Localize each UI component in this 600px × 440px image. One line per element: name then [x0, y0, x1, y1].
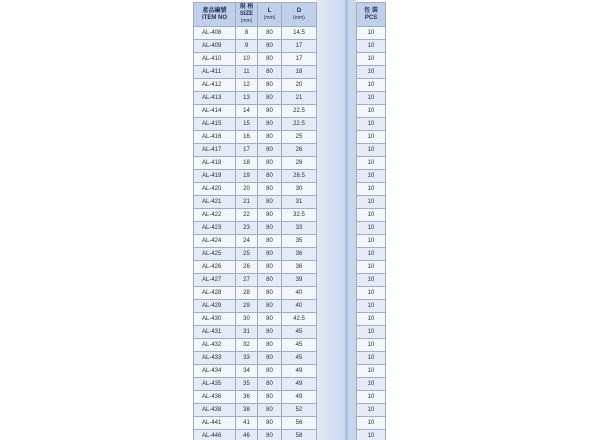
diameter-cell: 45 — [282, 326, 317, 339]
size-cell: 25 — [236, 248, 258, 261]
packing-cell: 10 — [357, 196, 386, 209]
diameter-cell: 40 — [282, 287, 317, 300]
size-cell: 12 — [236, 79, 258, 92]
size-cell: 9 — [236, 40, 258, 53]
table-row — [357, 131, 386, 144]
table-row — [357, 209, 386, 222]
item-cell: AL-431 — [194, 326, 236, 339]
item-cell: AL-415 — [194, 118, 236, 131]
table-row — [357, 378, 386, 391]
item-cell: AL-419 — [194, 170, 236, 183]
table-row — [194, 40, 317, 53]
length-cell: 80 — [258, 196, 282, 209]
size-cell: 10 — [236, 53, 258, 66]
size-cell: 38 — [236, 404, 258, 417]
table-row — [194, 352, 317, 365]
packing-cell: 10 — [357, 300, 386, 313]
diameter-cell: 17 — [282, 40, 317, 53]
length-cell: 80 — [258, 222, 282, 235]
table-row — [357, 313, 386, 326]
table-row — [194, 378, 317, 391]
header-packing — [357, 3, 386, 27]
packing-table — [356, 2, 386, 440]
diameter-cell: 42.5 — [282, 313, 317, 326]
diameter-cell: 52 — [282, 404, 317, 417]
item-cell: AL-423 — [194, 222, 236, 235]
packing-cell: 10 — [357, 157, 386, 170]
diameter-cell: 49 — [282, 378, 317, 391]
length-cell: 80 — [258, 66, 282, 79]
item-cell: AL-422 — [194, 209, 236, 222]
item-cell: AL-413 — [194, 92, 236, 105]
header-size — [236, 3, 258, 27]
header-item-en: ITEM NO — [202, 14, 227, 21]
length-cell: 80 — [258, 274, 282, 287]
item-cell: AL-426 — [194, 261, 236, 274]
packing-cell: 10 — [357, 417, 386, 430]
size-cell: 30 — [236, 313, 258, 326]
size-cell: 46 — [236, 430, 258, 440]
packing-cell: 10 — [357, 287, 386, 300]
diameter-cell: 39 — [282, 274, 317, 287]
packing-cell: 10 — [357, 274, 386, 287]
size-cell: 35 — [236, 378, 258, 391]
diameter-cell: 22.5 — [282, 105, 317, 118]
table-row — [194, 105, 317, 118]
table-row — [194, 79, 317, 92]
table-row — [194, 131, 317, 144]
size-cell: 28 — [236, 287, 258, 300]
table-row — [357, 118, 386, 131]
table-row — [194, 92, 317, 105]
diameter-cell: 49 — [282, 391, 317, 404]
table-row — [357, 53, 386, 66]
length-cell: 80 — [258, 157, 282, 170]
table-row — [357, 235, 386, 248]
diameter-cell: 45 — [282, 339, 317, 352]
table-row — [194, 274, 317, 287]
diameter-cell: 28.5 — [282, 170, 317, 183]
header-diameter-unit: (mm) — [293, 14, 305, 21]
size-cell: 29 — [236, 300, 258, 313]
item-cell: AL-429 — [194, 300, 236, 313]
item-cell: AL-441 — [194, 417, 236, 430]
diameter-cell: 28 — [282, 157, 317, 170]
size-cell: 26 — [236, 261, 258, 274]
table-row — [357, 391, 386, 404]
table-row — [357, 79, 386, 92]
diameter-cell: 20 — [282, 79, 317, 92]
item-cell: AL-414 — [194, 105, 236, 118]
packing-cell: 10 — [357, 313, 386, 326]
size-cell: 41 — [236, 417, 258, 430]
length-cell: 80 — [258, 378, 282, 391]
packing-cell: 10 — [357, 209, 386, 222]
length-cell: 80 — [258, 430, 282, 440]
packing-cell: 10 — [357, 53, 386, 66]
size-cell: 23 — [236, 222, 258, 235]
length-cell: 80 — [258, 144, 282, 157]
table-row — [194, 430, 317, 440]
item-cell: AL-418 — [194, 157, 236, 170]
size-cell: 20 — [236, 183, 258, 196]
table-row — [194, 365, 317, 378]
size-cell: 27 — [236, 274, 258, 287]
item-cell: AL-410 — [194, 53, 236, 66]
table-row — [194, 417, 317, 430]
item-cell: AL-411 — [194, 66, 236, 79]
length-cell: 80 — [258, 404, 282, 417]
diameter-cell: 30 — [282, 183, 317, 196]
header-size-zh: 規 格 — [239, 4, 254, 10]
table-row — [357, 196, 386, 209]
length-cell: 80 — [258, 27, 282, 40]
diameter-cell: 58 — [282, 430, 317, 440]
length-cell: 80 — [258, 40, 282, 53]
diameter-cell: 21 — [282, 92, 317, 105]
separator-band — [316, 0, 356, 440]
diameter-cell: 26 — [282, 144, 317, 157]
table-row — [194, 404, 317, 417]
diameter-cell: 35 — [282, 235, 317, 248]
packing-cell: 10 — [357, 66, 386, 79]
table-row — [194, 118, 317, 131]
table-row — [357, 404, 386, 417]
table-row — [357, 157, 386, 170]
packing-cell: 10 — [357, 248, 386, 261]
length-cell: 80 — [258, 248, 282, 261]
table-row — [194, 261, 317, 274]
packing-cell: 10 — [357, 378, 386, 391]
length-cell: 80 — [258, 118, 282, 131]
size-cell: 24 — [236, 235, 258, 248]
item-cell: AL-427 — [194, 274, 236, 287]
packing-cell: 10 — [357, 79, 386, 92]
size-cell: 13 — [236, 92, 258, 105]
item-cell: AL-416 — [194, 131, 236, 144]
table-row — [357, 105, 386, 118]
packing-cell: 10 — [357, 261, 386, 274]
table-row — [357, 352, 386, 365]
item-cell: AL-435 — [194, 378, 236, 391]
table-row — [357, 92, 386, 105]
length-cell: 80 — [258, 79, 282, 92]
length-cell: 80 — [258, 170, 282, 183]
length-cell: 80 — [258, 339, 282, 352]
item-cell: AL-421 — [194, 196, 236, 209]
table-row — [357, 40, 386, 53]
diameter-cell: 22.5 — [282, 118, 317, 131]
table-row — [357, 274, 386, 287]
size-cell: 32 — [236, 339, 258, 352]
size-cell: 17 — [236, 144, 258, 157]
item-cell: AL-408 — [194, 27, 236, 40]
diameter-cell: 45 — [282, 352, 317, 365]
length-cell: 80 — [258, 365, 282, 378]
packing-cell: 10 — [357, 365, 386, 378]
item-cell: AL-409 — [194, 40, 236, 53]
length-cell: 80 — [258, 417, 282, 430]
size-cell: 31 — [236, 326, 258, 339]
size-cell: 16 — [236, 131, 258, 144]
packing-cell: 10 — [357, 170, 386, 183]
diameter-cell: 36 — [282, 261, 317, 274]
table-row — [194, 391, 317, 404]
packing-cell: 10 — [357, 352, 386, 365]
item-cell: AL-446 — [194, 430, 236, 440]
length-cell: 80 — [258, 209, 282, 222]
table-row — [194, 339, 317, 352]
table-row — [357, 287, 386, 300]
packing-cell: 10 — [357, 183, 386, 196]
size-cell: 34 — [236, 365, 258, 378]
packing-cell: 10 — [357, 144, 386, 157]
length-cell: 80 — [258, 53, 282, 66]
item-cell: AL-417 — [194, 144, 236, 157]
length-cell: 80 — [258, 300, 282, 313]
packing-cell: 10 — [357, 105, 386, 118]
item-cell: AL-420 — [194, 183, 236, 196]
item-cell: AL-432 — [194, 339, 236, 352]
table-row — [357, 27, 386, 40]
size-cell: 33 — [236, 352, 258, 365]
size-cell: 14 — [236, 105, 258, 118]
size-cell: 21 — [236, 196, 258, 209]
spec-table — [193, 2, 317, 440]
length-cell: 80 — [258, 131, 282, 144]
header-length-label: L — [267, 7, 272, 14]
diameter-cell: 33 — [282, 222, 317, 235]
size-cell: 19 — [236, 170, 258, 183]
header-packing-zh: 包 裝 — [364, 7, 378, 14]
table-row — [357, 261, 386, 274]
item-cell: AL-436 — [194, 391, 236, 404]
diameter-cell: 14.5 — [282, 27, 317, 40]
table-row — [194, 222, 317, 235]
header-item — [194, 3, 236, 27]
length-cell: 80 — [258, 313, 282, 326]
diameter-cell: 31 — [282, 196, 317, 209]
packing-cell: 10 — [357, 391, 386, 404]
length-cell: 80 — [258, 391, 282, 404]
length-cell: 80 — [258, 183, 282, 196]
packing-cell: 10 — [357, 27, 386, 40]
table-row — [357, 430, 386, 440]
header-diameter-label: D — [296, 7, 302, 14]
item-cell: AL-438 — [194, 404, 236, 417]
table-row — [357, 365, 386, 378]
size-cell: 22 — [236, 209, 258, 222]
size-cell: 11 — [236, 66, 258, 79]
packing-cell: 10 — [357, 92, 386, 105]
table-row — [194, 183, 317, 196]
diameter-cell: 17 — [282, 53, 317, 66]
header-length-unit: (mm) — [263, 14, 276, 21]
table-row — [357, 144, 386, 157]
table-row — [194, 326, 317, 339]
size-cell: 18 — [236, 157, 258, 170]
diameter-cell: 56 — [282, 417, 317, 430]
table-row — [194, 248, 317, 261]
packing-cell: 10 — [357, 131, 386, 144]
packing-cell: 10 — [357, 326, 386, 339]
item-cell: AL-412 — [194, 79, 236, 92]
table-row — [194, 313, 317, 326]
header-item-zh: 產品編號 — [202, 7, 227, 14]
table-row — [357, 183, 386, 196]
diameter-cell: 32.5 — [282, 209, 317, 222]
table-row — [194, 27, 317, 40]
table-row — [194, 53, 317, 66]
size-cell: 15 — [236, 118, 258, 131]
packing-cell: 10 — [357, 222, 386, 235]
diameter-cell: 18 — [282, 66, 317, 79]
packing-cell: 10 — [357, 430, 386, 440]
item-cell: AL-434 — [194, 365, 236, 378]
item-cell: AL-428 — [194, 287, 236, 300]
length-cell: 80 — [258, 326, 282, 339]
diameter-cell: 40 — [282, 300, 317, 313]
length-cell: 80 — [258, 287, 282, 300]
table-row — [357, 222, 386, 235]
packing-cell: 10 — [357, 40, 386, 53]
table-row — [357, 339, 386, 352]
length-cell: 80 — [258, 92, 282, 105]
packing-table-header — [357, 3, 386, 27]
header-diameter — [282, 3, 317, 27]
table-row — [194, 287, 317, 300]
length-cell: 80 — [258, 352, 282, 365]
table-row — [357, 170, 386, 183]
header-length — [258, 3, 282, 27]
spec-table-header — [194, 3, 317, 27]
table-row — [194, 144, 317, 157]
table-row — [194, 300, 317, 313]
length-cell: 80 — [258, 261, 282, 274]
diameter-cell: 36 — [282, 248, 317, 261]
table-row — [194, 196, 317, 209]
table-row — [194, 235, 317, 248]
item-cell: AL-430 — [194, 313, 236, 326]
header-size-unit: (mm) — [240, 18, 253, 24]
diameter-cell: 25 — [282, 131, 317, 144]
packing-cell: 10 — [357, 339, 386, 352]
table-row — [357, 300, 386, 313]
table-row — [194, 209, 317, 222]
size-cell: 8 — [236, 27, 258, 40]
size-cell: 36 — [236, 391, 258, 404]
table-row — [194, 170, 317, 183]
diameter-cell: 49 — [282, 365, 317, 378]
packing-cell: 10 — [357, 118, 386, 131]
table-row — [194, 66, 317, 79]
length-cell: 80 — [258, 105, 282, 118]
item-cell: AL-433 — [194, 352, 236, 365]
separator-strip — [345, 0, 348, 440]
packing-cell: 10 — [357, 404, 386, 417]
table-row — [194, 157, 317, 170]
header-size-en: SIZE — [239, 11, 254, 17]
table-row — [357, 326, 386, 339]
length-cell: 80 — [258, 235, 282, 248]
table-row — [357, 66, 386, 79]
table-row — [357, 417, 386, 430]
item-cell: AL-424 — [194, 235, 236, 248]
header-packing-unit: PCS — [364, 14, 378, 21]
packing-cell: 10 — [357, 235, 386, 248]
item-cell: AL-425 — [194, 248, 236, 261]
table-row — [357, 248, 386, 261]
